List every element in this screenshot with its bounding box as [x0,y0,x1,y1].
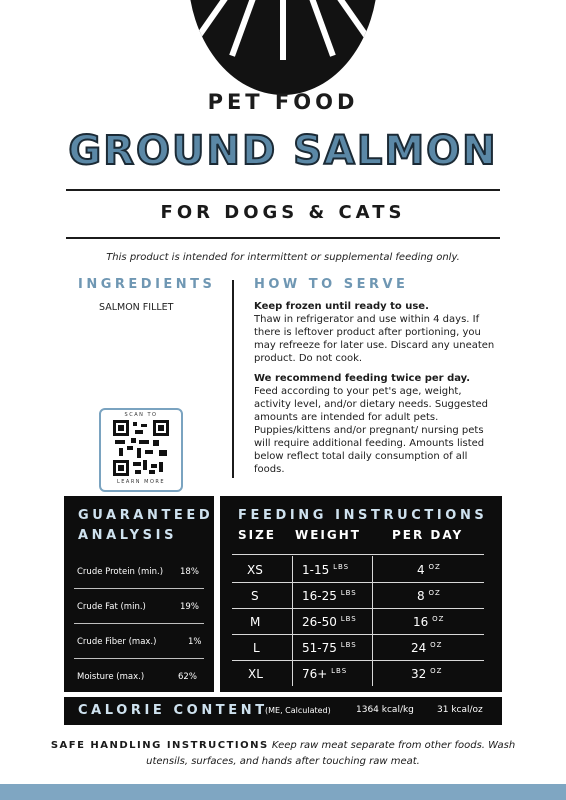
fi-weight: 51-75 [302,641,337,655]
brand-logo [188,0,378,95]
fi-amount: 4 [417,563,425,577]
divider-bottom [66,237,500,239]
fi-divider [232,582,484,583]
qr-top-caption: SCAN TO [124,412,158,418]
fi-title: FEEDING INSTRUCTIONS [238,508,488,523]
ga-divider [74,623,204,624]
audience-line: FOR DOGS & CATS [160,202,406,223]
fi-weight: 26-50 [302,615,337,629]
fi-amount: 24 [411,641,427,655]
bottom-color-band [0,784,566,800]
how-to-serve-heading: HOW TO SERVE [254,277,409,292]
serve-bold-1: Keep frozen until ready to use. [254,301,429,312]
fi-weight-unit: LBS [340,589,357,597]
serve-text-1: Thaw in refrigerator and use within 4 days. If there is leftover product after portioning, you may refreeze for later use. Discard any uneaten product. Do not cook. [254,314,495,364]
calorie-method: (ME, Calculated) [265,706,331,715]
fi-size: L [253,641,260,655]
fi-divider [232,660,484,661]
qr-code-icon [113,420,169,476]
safe-handling-text: Keep raw meat separate from other foods. Wash utensils, surfaces, and hands after touching raw meat. [146,740,516,767]
fi-amount-unit: OZ [428,563,441,571]
fi-weight-unit: LBS [340,641,357,649]
fi-col-divider [372,556,373,686]
fi-amount: 32 [411,667,427,681]
ga-row-label: Crude Protein (min.) [77,567,164,577]
fi-col-per-day: PER DAY [392,528,464,542]
safe-handling [40,738,526,770]
fi-weight-unit: LBS [340,615,357,623]
fi-divider [232,634,484,635]
how-to-serve-body [254,300,500,483]
fi-weight-unit: LBS [331,667,348,675]
ga-row-label: Crude Fiber (max.) [77,637,157,647]
serve-text-2: Feed according to your pet's age, weight, activity level, and/or dietary needs. Suggested amounts are intended for adult pets. Puppies/kittens and/or pregnant/ nursing pets will require additional feeding. Amounts listed below reflect total daily consumption of all foods. [254,386,489,475]
calorie-per-kg: 1364 kcal/kg [356,705,414,715]
fi-size: M [250,615,261,629]
ingredient-item: SALMON FILLET [99,302,174,313]
qr-bottom-caption: LEARN MORE [116,479,166,485]
fi-col-weight: WEIGHT [295,528,361,542]
fi-size: XS [247,563,263,577]
fi-size: XL [248,667,263,681]
fi-weight-unit: LBS [333,563,350,571]
fi-amount: 16 [413,615,429,629]
fi-divider [232,608,484,609]
ga-row-label: Crude Fat (min.) [77,602,146,612]
product-title: GROUND SALMON [68,128,498,174]
serve-bold-2: We recommend feeding twice per day. [254,373,471,384]
brand-line: PET FOOD [207,90,359,114]
ga-row-value: 62% [178,672,197,682]
fi-divider [232,554,484,555]
safe-handling-label: SAFE HANDLING INSTRUCTIONS [50,740,269,751]
qr-code-card[interactable] [99,408,183,492]
fi-amount-unit: OZ [430,667,443,675]
ga-title-line2: ANALYSIS [78,528,178,543]
ingredients-heading: INGREDIENTS [78,277,216,292]
fi-weight: 16-25 [302,589,337,603]
fi-amount-unit: OZ [430,641,443,649]
guaranteed-analysis-panel [64,496,214,692]
fi-weight: 76+ [302,667,328,681]
ga-divider [74,658,204,659]
fi-weight: 1-15 [302,563,330,577]
column-divider [232,280,234,478]
fi-col-divider [292,556,293,686]
calorie-label: CALORIE CONTENT [78,703,268,718]
ga-row-value: 1% [188,637,202,647]
feeding-instructions-panel [220,496,502,692]
fi-amount-unit: OZ [432,615,445,623]
fi-size: S [251,589,259,603]
calorie-per-oz: 31 kcal/oz [437,705,483,715]
ga-row-value: 19% [180,602,199,612]
fi-col-size: SIZE [238,528,277,542]
fi-amount-unit: OZ [428,589,441,597]
ga-divider [74,588,204,589]
ga-title-line1: GUARANTEED [78,508,214,523]
calorie-content-bar [64,697,502,725]
ga-row-label: Moisture (max.) [77,672,145,682]
fi-amount: 8 [417,589,425,603]
ga-row-value: 18% [180,567,199,577]
feeding-note: This product is intended for intermittent or supplemental feeding only. [106,252,460,263]
divider-top [66,189,500,191]
